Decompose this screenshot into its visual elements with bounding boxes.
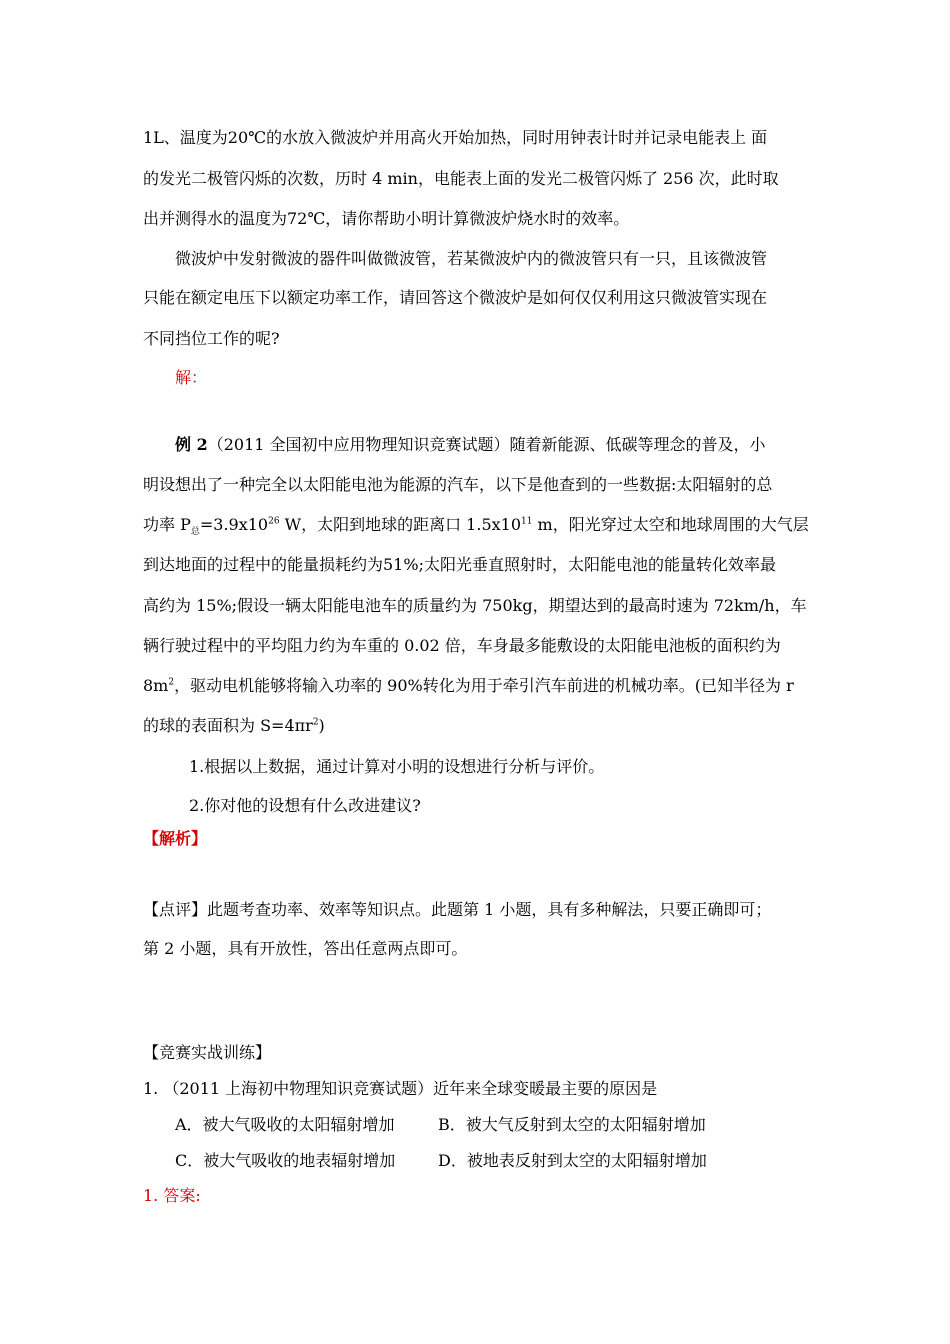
example2-line-3: [143, 515, 809, 538]
example2-line-4: 到达地面的过程中的能量损耗约为51%;太阳光垂直照射时，太阳能电池的能量转化效率最: [143, 555, 776, 574]
practice-heading: 【竞赛实战训练】: [143, 1043, 272, 1062]
example2-line-3-rest: m，阳光穿过太空和地球周围的大气层: [532, 515, 809, 534]
intro-line-1: 1L、温度为20℃的水放入微波炉并用高火开始加热，同时用钟表计时并记录电能表上 面: [143, 128, 768, 147]
example2-question-1: 1.根据以上数据，通过计算对小明的设想进行分析与评价。: [189, 757, 605, 776]
option-a: A．被大气吸收的太阳辐射增加: [175, 1115, 395, 1134]
example2-line-6: 辆行驶过程中的平均阻力约为车重的 0.02 倍，车身最多能敷设的太阳能电池板的面积约为: [143, 636, 781, 655]
distance-text: W，太阳到地球的距离口 1.5x10: [279, 515, 522, 534]
power-text: 功率 P: [143, 515, 191, 534]
sphere-formula: 的球的表面积为 S=4πr: [143, 716, 313, 735]
power-subscript: 总: [190, 527, 200, 538]
example2-line-1-text: （2011 全国初中应用物理知识竞赛试题）随着新能源、低碳等理念的普及，小: [207, 435, 766, 454]
example2-question-2: 2.你对他的设想有什么改进建议?: [189, 796, 421, 815]
area-value: 8m: [143, 676, 169, 695]
option-b: B．被大气反射到太空的太阳辐射增加: [438, 1115, 706, 1134]
intro-line-6: 不同挡位工作的呢?: [143, 329, 280, 348]
intro-line-2: 的发光二极管闪烁的次数，历时 4 min，电能表上面的发光二极管闪烁了 256 次，此时取: [143, 169, 779, 188]
practice-question-1: 1. （2011 上海初中物理知识竞赛试题）近年来全球变暖最主要的原因是: [143, 1079, 658, 1098]
example2-line-7-rest: ，驱动电机能够将输入功率的 90%转化为用于牵引汽车前进的机械功率。(已知半径为 r: [174, 676, 794, 695]
power-exponent: 26: [268, 516, 280, 527]
comment-line-2: 第 2 小题，具有开放性，答出任意两点即可。: [143, 939, 468, 958]
intro-line-5: 只能在额定电压下以额定功率工作，请回答这个微波炉是如何仅仅利用这只微波管实现在: [143, 288, 768, 307]
example2-line-8: [143, 716, 325, 736]
option-d: D．被地表反射到太空的太阳辐射增加: [438, 1151, 707, 1170]
distance-exponent: 11: [521, 516, 533, 527]
comment-line-1: 【点评】此题考查功率、效率等知识点。此题第 1 小题，具有多种解法，只要正确即可；: [143, 900, 772, 919]
example2-line-5: 高约为 15%;假设一辆太阳能电池车的质量约为 750kg，期望达到的最高时速为 72km/h，车: [143, 596, 807, 615]
example2-line-2: 明设想出了一种完全以太阳能电池为能源的汽车，以下是他查到的一些数据:太阳辐射的总: [143, 475, 773, 494]
intro-line-3: 出并测得水的温度为72℃，请你帮助小明计算微波炉烧水时的效率。: [143, 209, 630, 228]
example2-line-7: [143, 676, 794, 696]
power-value: =3.9x10: [199, 515, 269, 534]
solution-label: 解：: [175, 368, 208, 387]
example2-label: 例 2: [175, 435, 208, 454]
sphere-exponent: 2: [312, 717, 319, 728]
example2-line-1: [175, 435, 766, 455]
intro-line-4: 微波炉中发射微波的器件叫做微波管，若某微波炉内的微波管只有一只，且该微波管: [175, 249, 768, 268]
area-exponent: 2: [168, 677, 175, 688]
answer-label: 1. 答案:: [143, 1186, 201, 1205]
analysis-label: 【解析】: [143, 829, 208, 848]
sphere-formula-end: ): [318, 716, 325, 735]
option-c: C．被大气吸收的地表辐射增加: [175, 1151, 396, 1170]
